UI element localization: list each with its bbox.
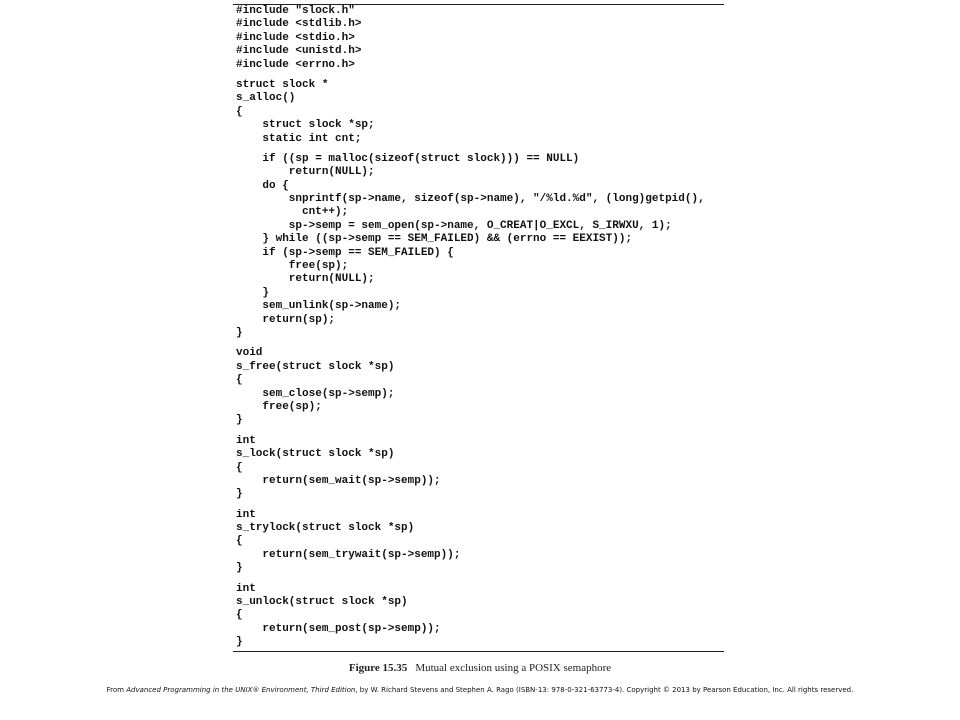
code-block-gap — [236, 502, 705, 509]
code-line: } — [236, 286, 270, 299]
code-line: return(sem_post(sp->semp)); — [236, 622, 441, 635]
code-block-gap — [236, 146, 705, 153]
code-line: struct slock * — [236, 78, 329, 91]
code-line: struct slock *sp; — [236, 119, 375, 132]
code-line: s_trylock(struct slock *sp) — [236, 522, 415, 535]
code-block-gap — [236, 340, 705, 347]
code-line: s_free(struct slock *sp) — [236, 360, 395, 373]
code-line: { — [236, 105, 243, 118]
code-line: free(sp); — [236, 400, 322, 413]
code-line: return(NULL); — [236, 273, 375, 286]
code-line: return(NULL); — [236, 166, 375, 179]
code-line: s_alloc() — [236, 92, 296, 105]
code-line: static int cnt; — [236, 132, 362, 145]
figure-title: Mutual exclusion using a POSIX semaphore — [415, 662, 612, 674]
code-line: if (sp->semp == SEM_FAILED) { — [236, 246, 454, 259]
code-line: s_unlock(struct slock *sp) — [236, 596, 408, 609]
code-line: return(sem_trywait(sp->semp)); — [236, 548, 461, 561]
code-line: #include <unistd.h> — [236, 45, 362, 58]
code-line: snprintf(sp->name, sizeof(sp->name), "/%ld.%d", (long)getpid(), — [236, 193, 705, 206]
code-line: { — [236, 609, 243, 622]
code-line: int — [236, 434, 256, 447]
code-line: { — [236, 374, 243, 387]
source-attribution — [0, 686, 960, 694]
code-line: int — [236, 582, 256, 595]
code-line: return(sp); — [236, 313, 336, 326]
code-line: free(sp); — [236, 260, 349, 273]
code-line: } — [236, 488, 243, 501]
code-line: do { — [236, 179, 289, 192]
source-prefix: From — [106, 686, 127, 694]
code-line: sem_close(sp->semp); — [236, 387, 395, 400]
code-block-gap — [236, 72, 705, 79]
code-line: s_lock(struct slock *sp) — [236, 448, 395, 461]
code-line: } — [236, 636, 243, 649]
code-line: void — [236, 347, 263, 360]
code-line: int — [236, 508, 256, 521]
source-suffix: , by W. Richard Stevens and Stephen A. Rago (ISBN-13: 978-0-321-63773-4). Copyright © 2013 by Pearson Education, Inc. All rights reserved. — [355, 686, 854, 694]
code-line: #include <errno.h> — [236, 58, 355, 71]
source-book-title: Advanced Programming in the UNIX® Environment, Third Edition — [126, 686, 356, 694]
code-line: { — [236, 535, 243, 548]
code-block-gap — [236, 428, 705, 435]
code-line: } — [236, 326, 243, 339]
code-line: } — [236, 414, 243, 427]
bottom-rule — [233, 651, 724, 652]
code-line: sp->semp = sem_open(sp->name, O_CREAT|O_EXCL, S_IRWXU, 1); — [236, 219, 672, 232]
code-line: #include <stdio.h> — [236, 31, 355, 44]
code-line: { — [236, 461, 243, 474]
figure-number: Figure 15.35 — [348, 662, 408, 674]
code-line: return(sem_wait(sp->semp)); — [236, 474, 441, 487]
code-listing — [236, 5, 705, 650]
code-line: if ((sp = malloc(sizeof(struct slock))) == NULL) — [236, 152, 580, 165]
code-line: } while ((sp->semp == SEM_FAILED) && (errno == EEXIST)); — [236, 233, 633, 246]
code-line: #include "slock.h" — [236, 5, 355, 17]
code-line: cnt++); — [236, 206, 349, 219]
code-block-gap — [236, 576, 705, 583]
code-line: sem_unlink(sp->name); — [236, 300, 402, 313]
code-line: #include <stdlib.h> — [236, 18, 362, 31]
figure-caption — [0, 662, 960, 674]
code-line: } — [236, 562, 243, 575]
